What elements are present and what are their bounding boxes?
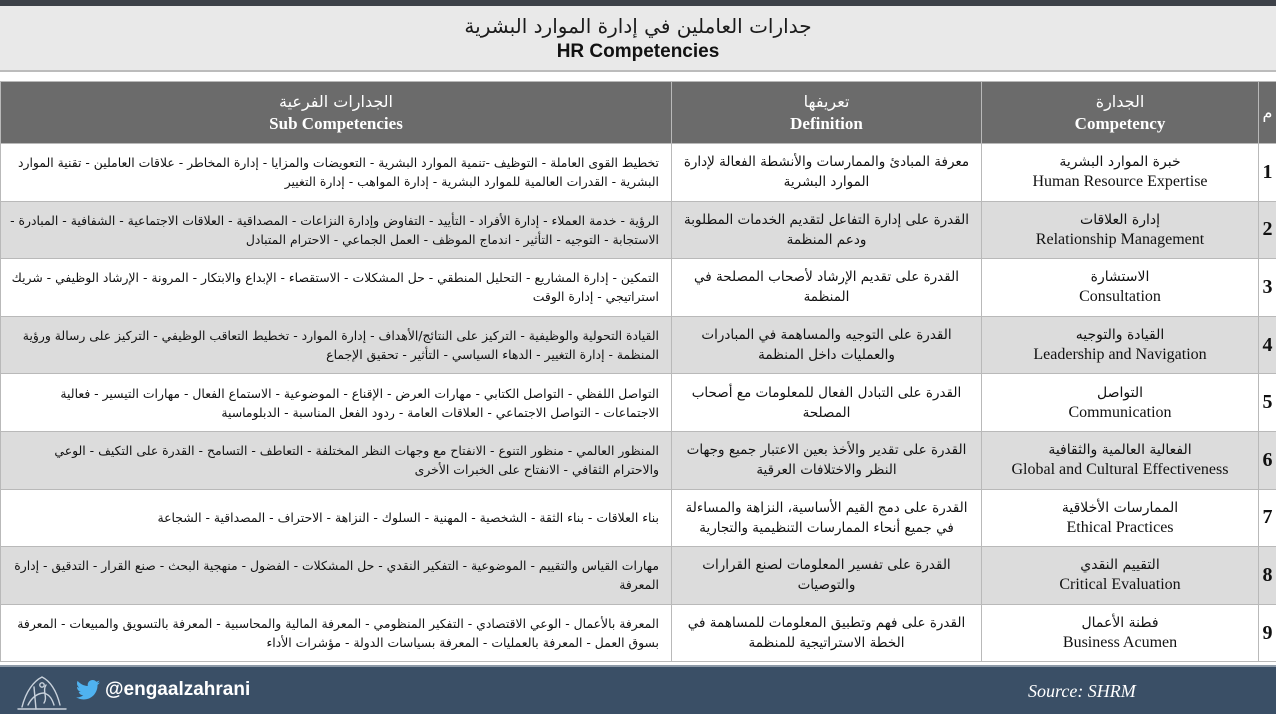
competency-english: Global and Cultural Effectiveness (1011, 461, 1229, 479)
competency-cell (982, 374, 1259, 432)
competency-cell (982, 316, 1259, 374)
definition-cell: القدرة على التوجيه والمساهمة في المبادرات والعمليات داخل المنظمة (672, 316, 982, 374)
sub-competencies-cell: مهارات القياس والتقييم - الموضوعية - التفكير النقدي - حل المشكلات - الفضول - منهجية البحث - صنع القرار - التدقيق - إدارة المعرفة (1, 547, 672, 605)
definition-cell: القدرة على تقديم الإرشاد لأصحاب المصلحة في المنظمة (672, 259, 982, 317)
competency-english: Ethical Practices (1066, 518, 1174, 536)
sub-competencies-cell: التواصل اللفظي - التواصل الكتابي - مهارات العرض - الإقناع - الموضوعية - الاستماع الفعال - مهارات التيسير - فعالية الاجتماعات - التواصل الاجتماعي - العلاقات العامة - ردود الفعل المناسبة - الدبلوماسية (1, 374, 672, 432)
table-row (1, 259, 1276, 317)
sub-competencies-cell: التمكين - إدارة المشاريع - التحليل المنطقي - حل المشكلات - الاستقصاء - الإبداع والابتكار - المرونة - الإرشاد الوظيفي - شريك استراتيجي - إدارة الوقت (1, 259, 672, 317)
table-row (1, 316, 1276, 374)
row-number: 6 (1259, 431, 1276, 489)
title-english: HR Competencies (556, 41, 720, 62)
row-number: 5 (1259, 374, 1276, 432)
title-banner (0, 6, 1276, 72)
competency-english: Leadership and Navigation (1033, 346, 1207, 364)
row-number: 4 (1259, 316, 1276, 374)
definition-cell: القدرة على تفسير المعلومات لصنع القرارات والتوصيات (672, 547, 982, 605)
sub-competencies-cell: الرؤية - خدمة العملاء - إدارة الأفراد - التأييد - التفاوض وإدارة النزاعات - المصداقية - العلاقات الاجتماعية - الشفافية - المبادرة - الاستجابة - التوجيه - التأثير - اندماج الموظف - العمل الجماعي - الاحترام المتبادل (1, 201, 672, 259)
competency-english: Human Resource Expertise (1032, 173, 1208, 191)
competency-cell (982, 547, 1259, 605)
table-row (1, 374, 1276, 432)
competency-arabic: الاستشارة (1090, 269, 1150, 286)
competency-english: Relationship Management (1035, 230, 1205, 248)
table-row (1, 431, 1276, 489)
header-competency: الجدارة Competency (982, 82, 1259, 144)
definition-cell: القدرة على إدارة التفاعل لتقديم الخدمات المطلوبة ودعم المنظمة (672, 201, 982, 259)
twitter-bird-icon[interactable] (76, 680, 100, 700)
competency-arabic: التقييم النقدي (1080, 557, 1160, 574)
competency-cell (982, 604, 1259, 662)
sub-competencies-cell: بناء العلاقات - بناء الثقة - الشخصية - المهنية - السلوك - النزاهة - الاحتراف - المصداقية - الشجاعة (1, 489, 672, 547)
competency-arabic: القيادة والتوجيه (1075, 327, 1165, 344)
row-number: 1 (1259, 144, 1276, 202)
definition-cell: القدرة على تقدير والأخذ بعين الاعتبار جميع وجهات النظر والاختلافات العرقية (672, 431, 982, 489)
table-row (1, 489, 1276, 547)
source-credit: Source: SHRM (1028, 681, 1136, 701)
row-number: 7 (1259, 489, 1276, 547)
header-sub-competencies: الجدارات الفرعية Sub Competencies (1, 82, 672, 144)
table-row (1, 547, 1276, 605)
calligraphy-logo-icon (12, 671, 72, 713)
sub-competencies-cell: المعرفة بالأعمال - الوعي الاقتصادي - التفكير المنظومي - المعرفة المالية والمحاسبية - المعرفة بالتسويق والمبيعات - المعرفة بسوق العمل - المعرفة بالعمليات - المعرفة بسياسات الدولة - مؤشرات الأداء (1, 604, 672, 662)
definition-cell: القدرة على دمج القيم الأساسية، النزاهة والمساءلة في جميع أنحاء الممارسات التنظيمية والتجارية (672, 489, 982, 547)
competency-cell (982, 259, 1259, 317)
competency-cell (982, 201, 1259, 259)
row-number: 3 (1259, 259, 1276, 317)
table-header-row (1, 82, 1276, 144)
sub-competencies-cell: القيادة التحولية والوظيفية - التركيز على النتائج/الأهداف - إدارة الموارد - تخطيط التعاقب الوظيفي - التركيز على رسالة ورؤية المنظمة - إدارة التغيير - الدهاء السياسي - التأثير - تحقيق الإجماع (1, 316, 672, 374)
table-row (1, 144, 1276, 202)
competency-cell (982, 431, 1259, 489)
competency-english: Communication (1068, 403, 1172, 421)
header-number: م (1259, 82, 1276, 144)
sub-competencies-cell: المنظور العالمي - منظور التنوع - الانفتاح مع وجهات النظر المختلفة - التعاطف - التسامح - القدرة على التكيف - الوعي والاحترام الثقافي - الانفتاح على الخبرات الأخرى (1, 431, 672, 489)
competency-arabic: الممارسات الأخلاقية (1061, 499, 1179, 516)
twitter-handle[interactable]: @engaalzahrani (105, 679, 251, 700)
row-number: 9 (1259, 604, 1276, 662)
table-row (1, 201, 1276, 259)
definition-cell: القدرة على فهم وتطبيق المعلومات للمساهمة في الخطة الاستراتيجية للمنظمة (672, 604, 982, 662)
competencies-table (0, 81, 1276, 662)
table-row (1, 604, 1276, 662)
competency-cell (982, 144, 1259, 202)
title-arabic: جدارات العاملين في إدارة الموارد البشرية (464, 14, 812, 38)
footer-bar (0, 665, 1276, 714)
competency-arabic: الفعالية العالمية والثقافية (1048, 442, 1192, 459)
competency-arabic: إدارة العلاقات (1080, 211, 1160, 228)
competency-arabic: فطنة الأعمال (1081, 615, 1159, 632)
row-number: 8 (1259, 547, 1276, 605)
competency-arabic: التواصل (1097, 384, 1143, 401)
competency-english: Business Acumen (1062, 634, 1178, 652)
competency-cell (982, 489, 1259, 547)
definition-cell: القدرة على التبادل الفعال للمعلومات مع أصحاب المصلحة (672, 374, 982, 432)
header-definition: تعريفها Definition (672, 82, 982, 144)
competency-english: Critical Evaluation (1059, 576, 1181, 594)
competency-english: Consultation (1079, 288, 1161, 306)
row-number: 2 (1259, 201, 1276, 259)
definition-cell: معرفة المبادئ والممارسات والأنشطة الفعالة لإدارة الموارد البشرية (672, 144, 982, 202)
competency-arabic: خبرة الموارد البشرية (1059, 154, 1181, 171)
sub-competencies-cell: تخطيط القوى العاملة - التوظيف -تنمية الموارد البشرية - التعويضات والمزايا - إدارة المخاطر - علاقات العاملين - تقنية الموارد البشرية - القدرات العالمية للموارد البشرية - إدارة المواهب - إدارة التغيير (1, 144, 672, 202)
